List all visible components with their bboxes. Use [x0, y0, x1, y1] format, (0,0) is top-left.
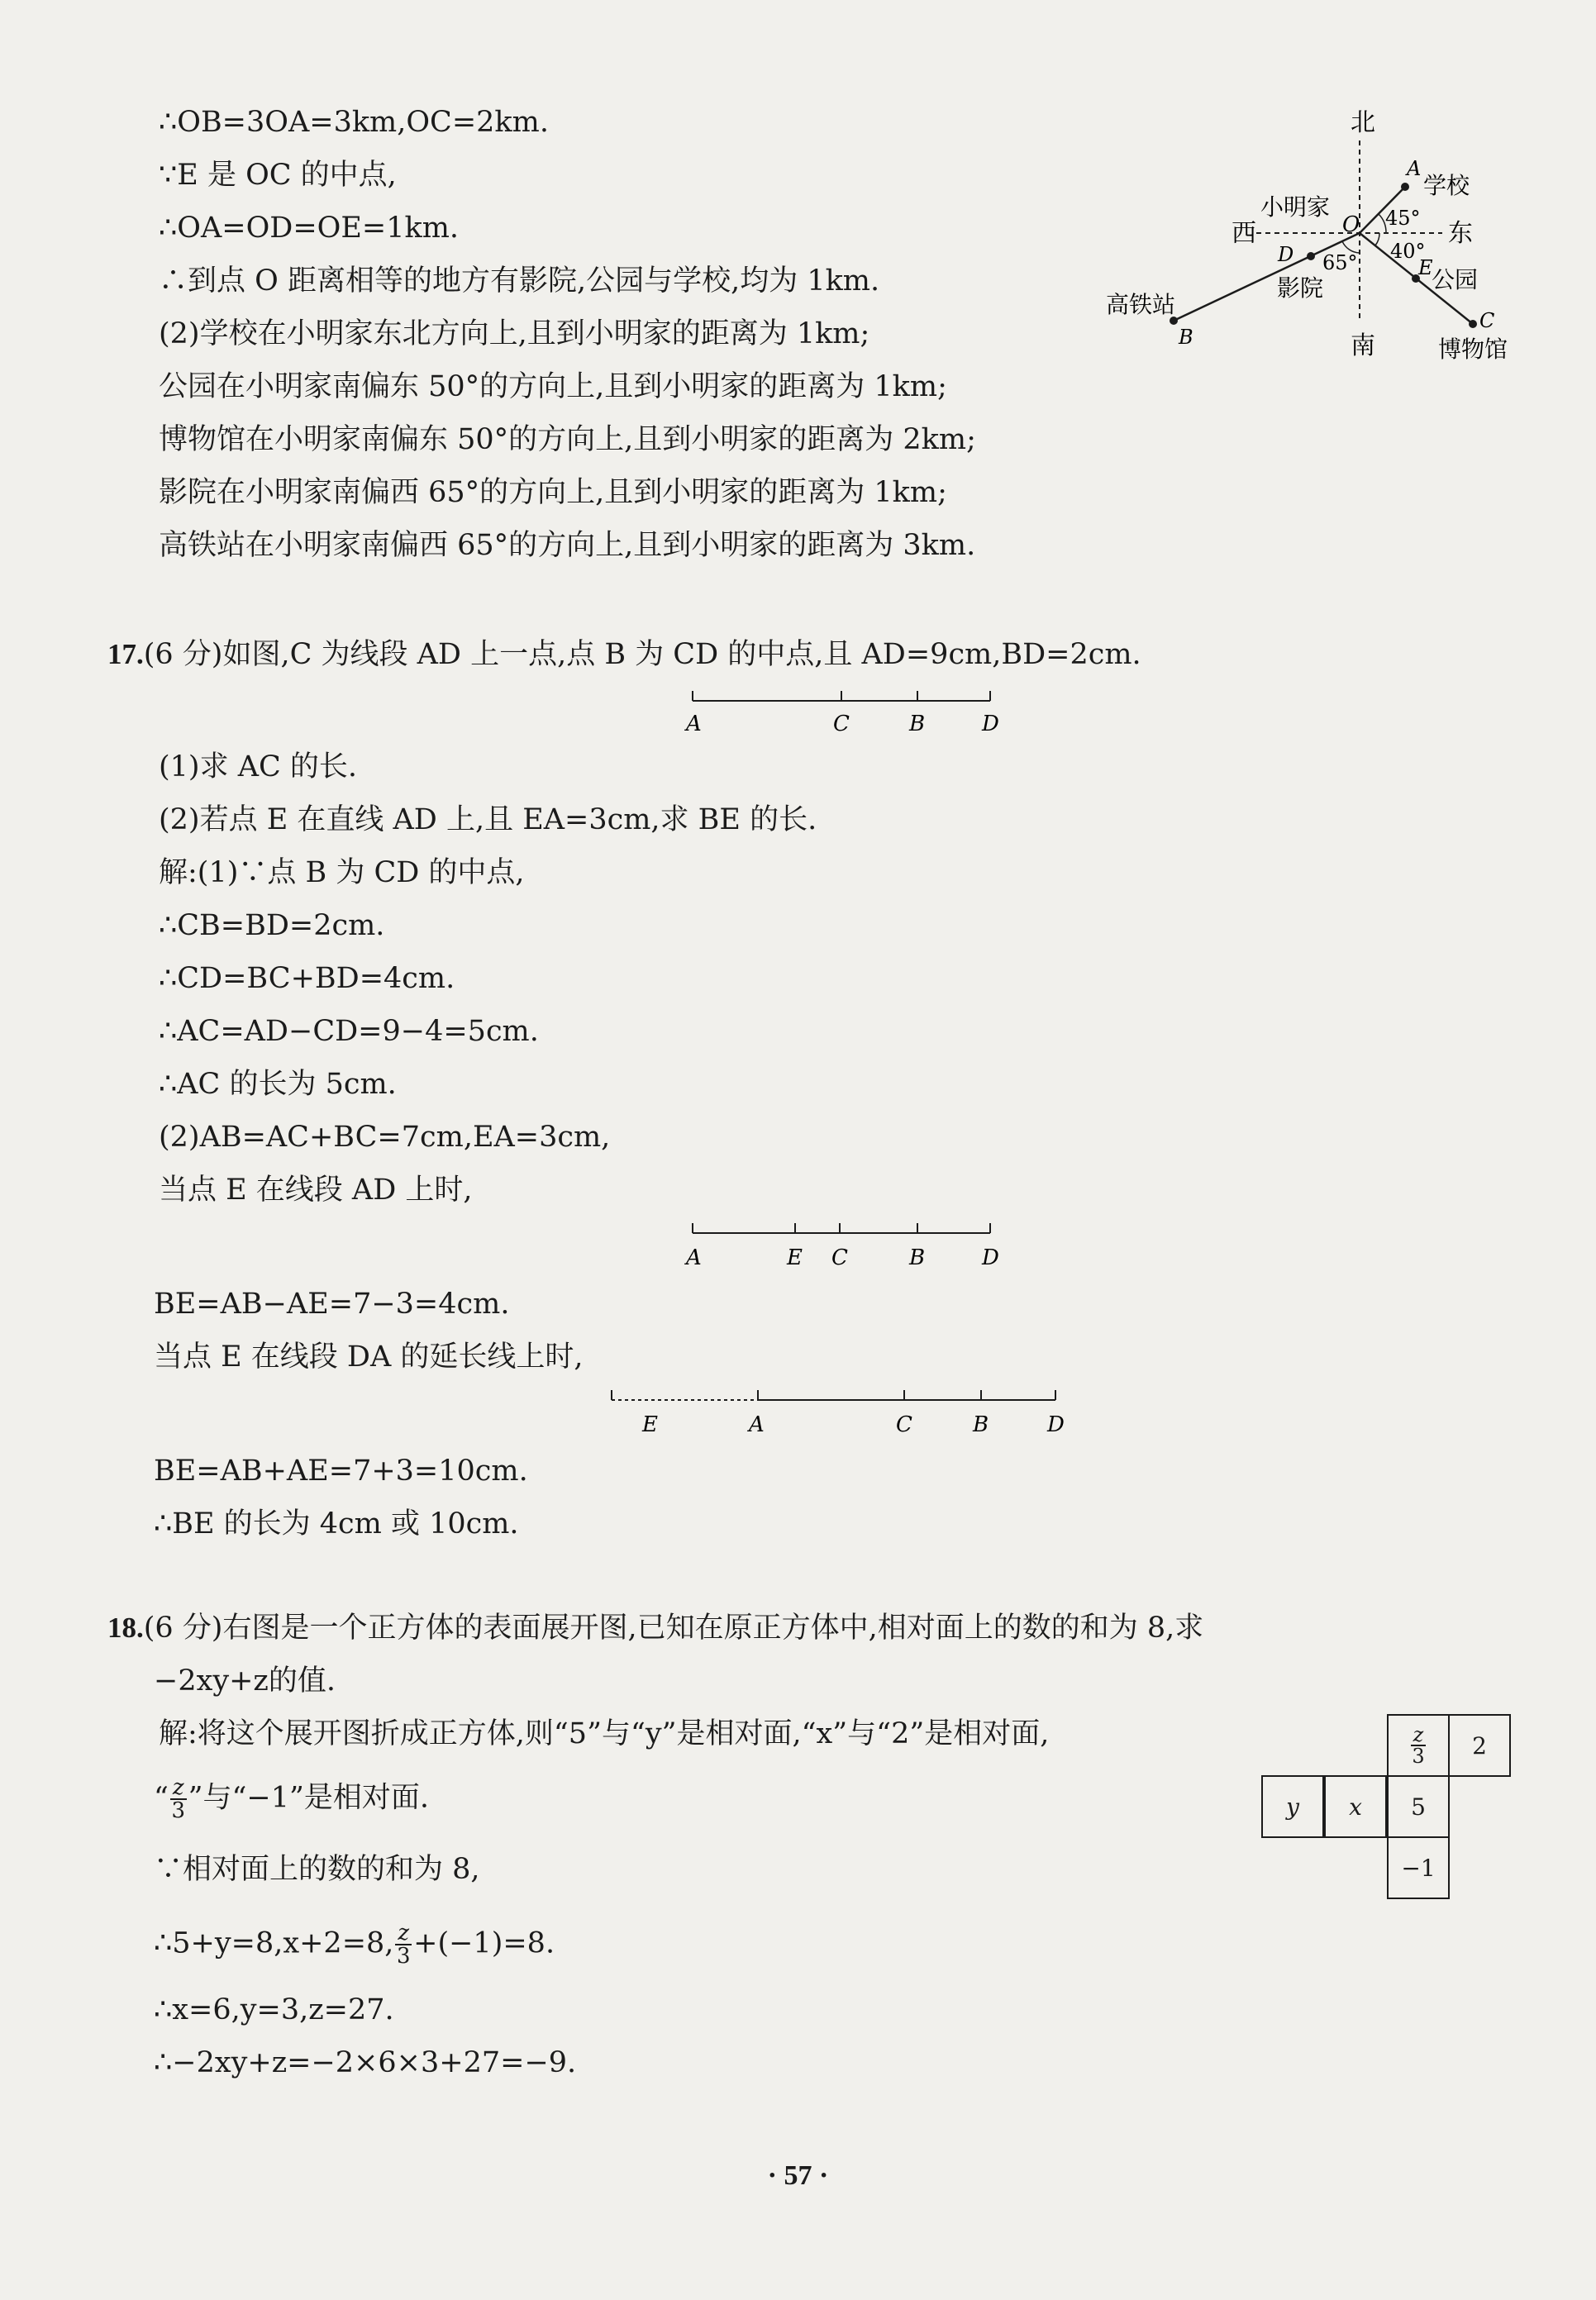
net-frac-den: 3: [1412, 1745, 1425, 1768]
q17-sol-3: ∴CD=BC+BD=4cm.: [159, 962, 455, 995]
q17-case2-result: BE=AB+AE=7+3=10cm.: [154, 1455, 528, 1488]
label-angle-45: 45°: [1385, 207, 1421, 230]
label-b: B: [1179, 326, 1193, 349]
q16-line-7: 博物馆在小明家南偏东 50°的方向上,且到小明家的距离为 2km;: [159, 423, 976, 456]
q16-line-6: 公园在小明家南偏东 50°的方向上,且到小明家的距离为 1km;: [159, 370, 947, 403]
q17-sol-4: ∴AC=AD−CD=9−4=5cm.: [159, 1015, 539, 1048]
q17-sol-5: ∴AC 的长为 5cm.: [159, 1068, 397, 1101]
fig3-label-c: C: [896, 1412, 912, 1437]
label-station: 高铁站: [1106, 291, 1176, 318]
label-cinema: 影院: [1277, 274, 1324, 302]
fig1-label-c: C: [833, 712, 850, 736]
q18-sol-6: ∴−2xy+z=−2×6×3+27=−9.: [154, 2046, 577, 2079]
q18-statement-2: −2xy+z的值.: [154, 1664, 336, 1698]
net-cell-y: y: [1261, 1775, 1324, 1838]
q18-fraction-2: [395, 1922, 412, 1967]
fig3-label-b: B: [973, 1412, 989, 1437]
label-a: A: [1407, 157, 1422, 180]
label-east: 东: [1448, 219, 1473, 248]
fig2-label-e: E: [787, 1245, 803, 1270]
q18-sol-2-close: ”与“−1”是相对面.: [188, 1781, 430, 1815]
fig2-label-c: C: [831, 1245, 848, 1270]
net-cell-5: 5: [1387, 1775, 1450, 1838]
net-cell-x: x: [1324, 1775, 1387, 1838]
q18-sol-3: ∵相对面上的数的和为 8,: [154, 1853, 480, 1886]
fig3-label-e: E: [642, 1412, 658, 1437]
q18-sol-4: [154, 1922, 555, 1967]
q17-number: 17.: [107, 638, 144, 670]
net-cell-2: 2: [1448, 1714, 1511, 1777]
label-west: 西: [1232, 219, 1256, 248]
fig1-label-b: B: [909, 712, 926, 736]
q16-line-5: (2)学校在小明家东北方向上,且到小明家的距离为 1km;: [159, 317, 870, 350]
cube-net: [1261, 1714, 1517, 1912]
ray-ob: [1174, 233, 1360, 321]
label-o: O: [1342, 212, 1360, 237]
q18-sol-1: 解:将这个展开图折成正方体,则“5”与“y”是相对面,“x”与“2”是相对面,: [159, 1717, 1050, 1750]
point-d: [1307, 252, 1315, 260]
q17-statement-text: (6 分)如图,C 为线段 AD 上一点,点 B 为 CD 的中点,且 AD=9cm,BD=2cm.: [143, 638, 1141, 671]
q17-sol-1: 解:(1)∵点 B 为 CD 的中点,: [159, 856, 525, 889]
q16-line-4: ∴到点 O 距离相等的地方有影院,公园与学校,均为 1km.: [159, 264, 880, 298]
net-cell-z3: [1387, 1714, 1450, 1777]
q18-sol-2-open: “: [154, 1781, 169, 1815]
label-c: C: [1479, 309, 1495, 332]
fig1-label-a: A: [686, 712, 702, 736]
label-d: D: [1278, 243, 1294, 266]
q17-sol-6: (2)AB=AC+BC=7cm,EA=3cm,: [159, 1121, 611, 1154]
label-north: 北: [1351, 108, 1375, 137]
q18-sol-4-post: +(−1)=8.: [413, 1926, 555, 1960]
point-c: [1469, 320, 1477, 328]
q16-line-9: 高铁站在小明家南偏西 65°的方向上,且到小明家的距离为 3km.: [159, 529, 976, 562]
frac2-den: 3: [397, 1944, 411, 1969]
q17-sol-7: 当点 E 在线段 AD 上时,: [159, 1174, 473, 1207]
q16-line-8: 影院在小明家南偏西 65°的方向上,且到小明家的距离为 1km;: [159, 476, 947, 509]
q17-case2-intro: 当点 E 在线段 DA 的延长线上时,: [154, 1340, 584, 1374]
net-fraction: [1411, 1725, 1427, 1766]
net-cell-neg1: −1: [1387, 1836, 1450, 1899]
frac1-num: z: [170, 1777, 187, 1800]
fig1-label-d: D: [982, 712, 999, 736]
fig3-label-a: A: [749, 1412, 765, 1437]
q17-part1: (1)求 AC 的长.: [159, 750, 358, 783]
q17-part2: (2)若点 E 在直线 AD 上,且 EA=3cm,求 BE 的长.: [159, 803, 817, 836]
fig3-label-d: D: [1047, 1412, 1065, 1437]
point-a: [1401, 183, 1409, 191]
label-park: 公园: [1432, 266, 1479, 293]
label-museum: 博物馆: [1438, 336, 1508, 363]
label-angle-65: 65°: [1322, 251, 1358, 274]
q18-statement: [107, 1610, 1203, 1646]
frac1-den: 3: [171, 1798, 186, 1823]
label-angle-40: 40°: [1390, 240, 1426, 263]
q17-figure-3: [605, 1377, 1068, 1443]
label-school: 学校: [1423, 172, 1470, 199]
net-frac-num: z: [1411, 1725, 1427, 1746]
q16-line-2: ∵E 是 OC 的中点,: [159, 159, 397, 192]
q17-case1-result: BE=AB−AE=7−3=4cm.: [154, 1288, 510, 1321]
page-number: · 57 ·: [767, 2160, 829, 2191]
label-home: 小明家: [1260, 193, 1331, 221]
fig2-label-b: B: [909, 1245, 926, 1270]
fig2-label-d: D: [982, 1245, 999, 1270]
q17-sol-2: ∴CB=BD=2cm.: [159, 909, 385, 942]
q18-number: 18.: [107, 1612, 144, 1644]
q17-figure-1: [678, 679, 1008, 737]
arc-40: [1375, 233, 1379, 245]
fig2-label-a: A: [686, 1245, 702, 1270]
q17-conclusion: ∴BE 的长为 4cm 或 10cm.: [154, 1507, 519, 1540]
q16-line-3: ∴OA=OD=OE=1km.: [159, 212, 460, 245]
q17-figure-2: [678, 1212, 1008, 1273]
q18-fraction-1: [170, 1777, 187, 1821]
q18-statement-text-1: (6 分)右图是一个正方体的表面展开图,已知在原正方体中,相对面上的数的和为 8,求: [143, 1612, 1204, 1645]
frac2-num: z: [395, 1922, 412, 1945]
q18-sol-4-pre: ∴5+y=8,x+2=8,: [154, 1926, 394, 1960]
direction-diagram: [1091, 99, 1554, 380]
q18-sol-2: [154, 1777, 429, 1821]
label-south: 南: [1351, 331, 1375, 360]
q17-statement: [107, 636, 1141, 673]
q16-line-1: ∴OB=3OA=3km,OC=2km.: [159, 106, 549, 139]
q18-sol-5: ∴x=6,y=3,z=27.: [154, 1993, 394, 2026]
label-e: E: [1418, 256, 1433, 279]
